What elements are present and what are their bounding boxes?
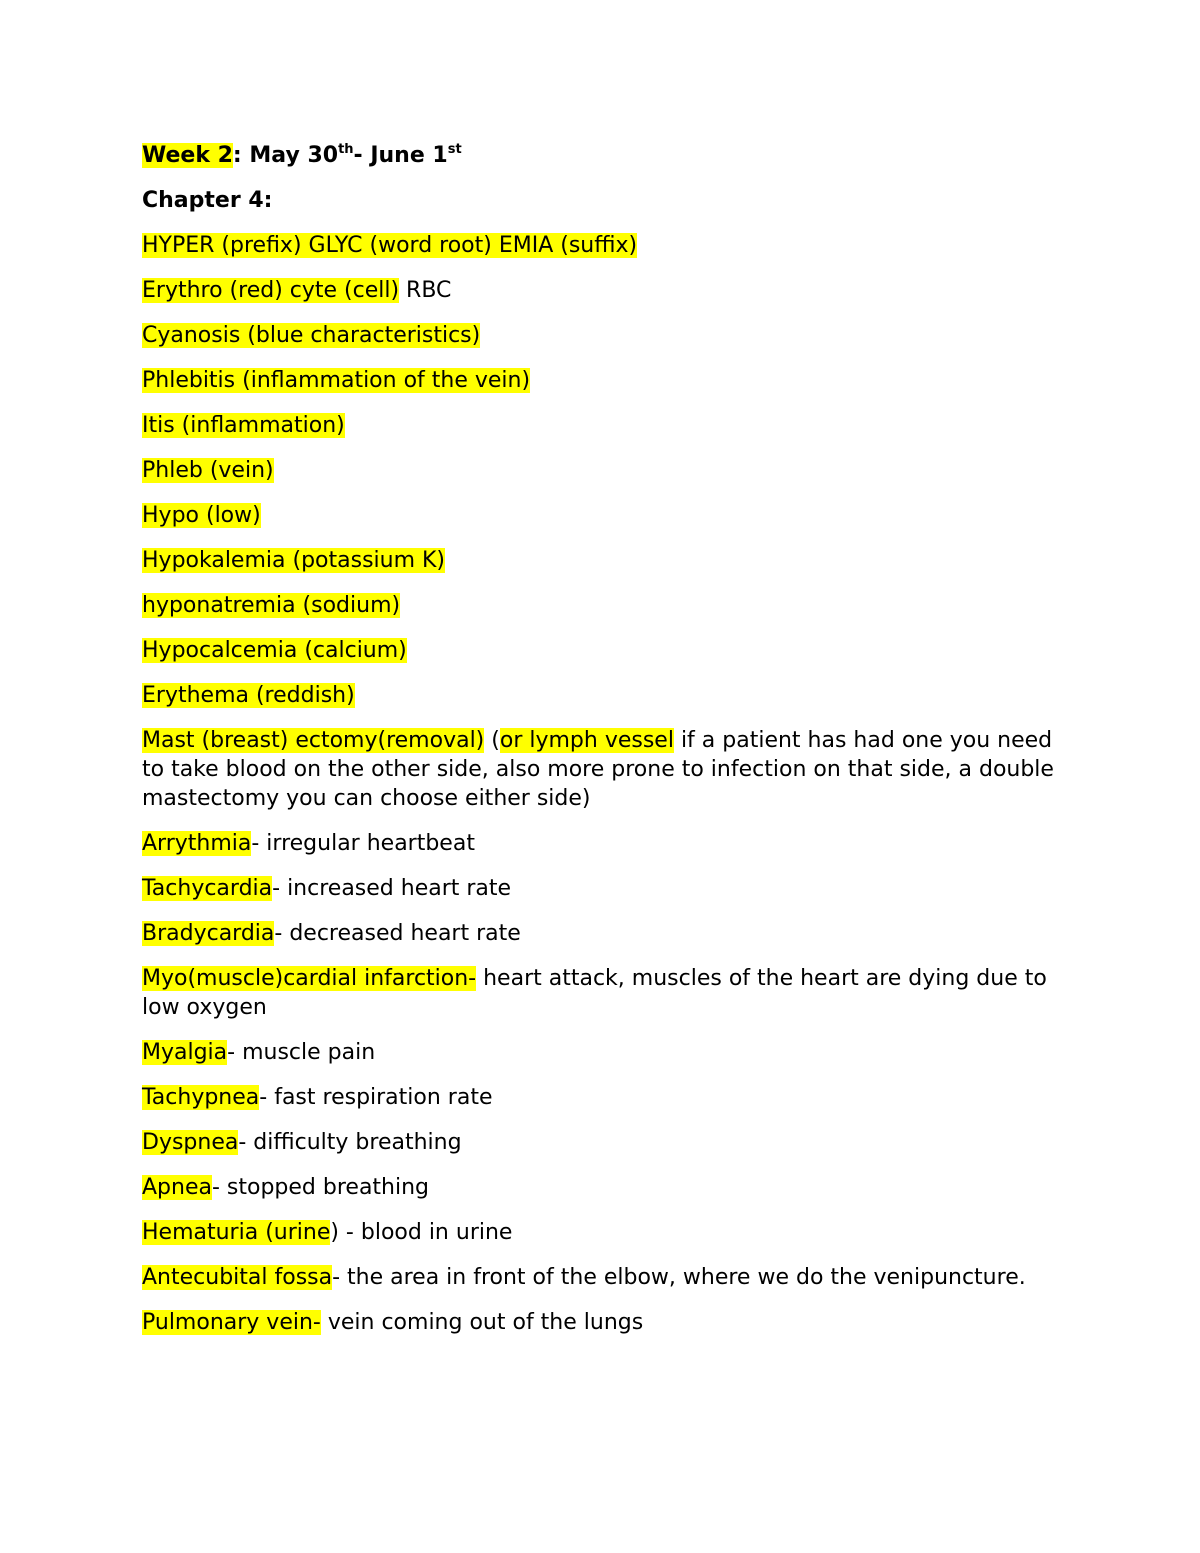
term-paragraph: [142, 681, 1057, 710]
highlighted-text: Antecubital fossa: [142, 1265, 333, 1290]
highlighted-text: Itis (inflammation): [142, 413, 345, 438]
text-run: vein coming out of the lungs: [320, 1310, 644, 1335]
text-run: - muscle pain: [227, 1040, 376, 1065]
highlighted-text: Cyanosis (blue characteristics): [142, 323, 481, 348]
term-paragraph: [142, 726, 1057, 813]
highlighted-text: Phlebitis (inflammation of the vein): [142, 368, 531, 393]
chapter-heading: [142, 186, 1057, 215]
highlighted-text: HYPER (prefix) GLYC (word root) EMIA (suffix): [142, 233, 638, 258]
term-paragraph: [142, 501, 1057, 530]
term-paragraph: [142, 231, 1057, 260]
term-paragraph: [142, 874, 1057, 903]
term-paragraph: [142, 1218, 1057, 1247]
highlighted-text: Hypo (low): [142, 503, 261, 528]
highlighted-text: Bradycardia: [142, 921, 275, 946]
highlighted-text: or lymph vessel: [499, 728, 674, 753]
highlighted-text: Erythro (red) cyte (cell): [142, 278, 400, 303]
term-paragraph: [142, 919, 1057, 948]
term-paragraph: [142, 321, 1057, 350]
superscript: st: [447, 142, 462, 157]
highlighted-text: Erythema (reddish): [142, 683, 355, 708]
term-paragraph: [142, 1308, 1057, 1337]
term-paragraph: [142, 591, 1057, 620]
term-paragraph: [142, 411, 1057, 440]
term-paragraph: [142, 456, 1057, 485]
highlighted-text: Arrythmia: [142, 831, 252, 856]
document-title: [142, 141, 1057, 170]
text-run: - difficulty breathing: [238, 1130, 462, 1155]
term-paragraph: [142, 1263, 1057, 1292]
text-run: (: [484, 728, 500, 753]
text-run: - stopped breathing: [211, 1175, 430, 1200]
text-run: - June 1: [353, 143, 448, 168]
text-run: - fast respiration rate: [259, 1085, 493, 1110]
term-paragraph: [142, 1128, 1057, 1157]
highlighted-text: Week 2: [142, 143, 233, 168]
superscript: th: [338, 142, 354, 157]
highlighted-text: Tachypnea: [142, 1085, 260, 1110]
term-paragraph: [142, 964, 1057, 1022]
term-paragraph: [142, 366, 1057, 395]
text-run: - the area in front of the elbow, where we do the venipuncture.: [332, 1265, 1026, 1290]
text-run: - irregular heartbeat: [251, 831, 475, 856]
highlighted-text: Pulmonary vein-: [142, 1310, 321, 1335]
highlighted-text: Myo(muscle)cardial infarction-: [142, 966, 477, 991]
term-paragraph: [142, 1083, 1057, 1112]
document-page: [142, 141, 1057, 1353]
text-run: if a patient has had one you need to take blood on the other side, also more prone to infection on that side, a double mastectomy you can choose either side): [142, 728, 1054, 811]
term-paragraph: [142, 276, 1057, 305]
text-run: ) - blood in urine: [330, 1220, 513, 1245]
term-paragraph: [142, 1038, 1057, 1067]
highlighted-text: Apnea: [142, 1175, 212, 1200]
text-run: RBC: [399, 278, 452, 303]
highlighted-text: Dyspnea: [142, 1130, 239, 1155]
term-paragraph: [142, 1173, 1057, 1202]
highlighted-text: Phleb (vein): [142, 458, 274, 483]
term-paragraph: [142, 829, 1057, 858]
highlighted-text: Hypocalcemia (calcium): [142, 638, 407, 663]
term-paragraph: [142, 636, 1057, 665]
text-run: - increased heart rate: [272, 876, 512, 901]
highlighted-text: Mast (breast) ectomy(removal): [142, 728, 485, 753]
text-run: - decreased heart rate: [274, 921, 521, 946]
highlighted-text: hyponatremia (sodium): [142, 593, 401, 618]
text-run: : May 30: [232, 143, 339, 168]
highlighted-text: Hypokalemia (potassium K): [142, 548, 446, 573]
text-run: heart attack, muscles of the heart are dying due to low oxygen: [142, 966, 1047, 1020]
highlighted-text: Tachycardia: [142, 876, 273, 901]
term-paragraph: [142, 546, 1057, 575]
highlighted-text: Myalgia: [142, 1040, 228, 1065]
highlighted-text: Hematuria (urine: [142, 1220, 331, 1245]
text-run: Chapter 4:: [142, 188, 273, 213]
